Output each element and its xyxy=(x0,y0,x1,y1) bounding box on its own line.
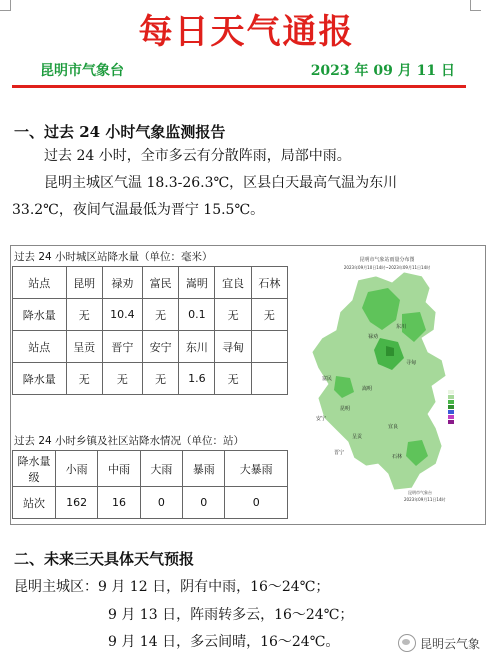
table-cell: 0 xyxy=(225,487,288,519)
legend-swatch xyxy=(448,405,454,409)
map-label: 安宁 xyxy=(316,416,327,422)
section2-heading: 二、未来三天具体天气预报 xyxy=(14,550,195,568)
legend-swatch xyxy=(448,410,454,414)
table-cell: 昆明 xyxy=(66,267,102,299)
table-cell: 宜良 xyxy=(215,267,251,299)
watermark-text: 昆明云气象 xyxy=(420,636,481,651)
section1-heading: 一、过去 24 小时气象监测报告 xyxy=(14,123,226,141)
table-cell: 站次 xyxy=(13,487,56,519)
table-cell: 10.4 xyxy=(102,299,142,331)
table-cell: 降水量 xyxy=(13,363,67,395)
wechat-icon xyxy=(398,634,416,652)
map-label: 晋宁 xyxy=(334,450,345,456)
table-cell: 大暴雨 xyxy=(225,451,288,487)
header-divider xyxy=(12,85,466,88)
map-label: 寻甸 xyxy=(406,360,417,366)
city-station-precip-table xyxy=(12,266,288,395)
forecast-line: 9 月 14 日，多云间晴，16～24℃。 xyxy=(108,634,340,650)
section1-paragraph-2-cont: 33.2℃，夜间气温最低为晋宁 15.5℃。 xyxy=(12,202,265,218)
table-cell: 无 xyxy=(215,299,251,331)
legend-swatch xyxy=(448,390,454,394)
map-label: 昆明 xyxy=(340,406,351,412)
table-cell: 安宁 xyxy=(142,331,178,363)
table-cell: 1.6 xyxy=(179,363,215,395)
table-cell: 0 xyxy=(183,487,225,519)
map-label: 石林 xyxy=(392,454,403,460)
map-subtitle: 2023年09月10日14时~2023年09月11日14时 xyxy=(343,265,431,270)
map-footer-time: 2023年09月11日14时 xyxy=(404,497,446,502)
page-title: 每日天气通报 xyxy=(138,12,355,52)
table-cell: 中雨 xyxy=(98,451,140,487)
issuer-name: 昆明市气象台 xyxy=(40,63,124,79)
table-cell: 站点 xyxy=(13,267,67,299)
map-label: 禄劝 xyxy=(368,334,379,340)
map-legend xyxy=(448,390,454,424)
legend-swatch xyxy=(448,400,454,404)
table-cell: 无 xyxy=(66,363,102,395)
map-label: 东川 xyxy=(396,324,407,330)
forecast-line: 9 月 13 日，阵雨转多云，16～24℃； xyxy=(108,607,354,623)
table-cell: 162 xyxy=(56,487,98,519)
table-cell: 0.1 xyxy=(179,299,215,331)
forecast-line: 昆明主城区：9 月 12 日，阴有中雨，16～24℃； xyxy=(14,579,330,595)
table-cell: 大雨 xyxy=(140,451,182,487)
table-cell: 晋宁 xyxy=(102,331,142,363)
legend-swatch xyxy=(448,395,454,399)
section1-paragraph-1: 过去 24 小时，全市多云有分散阵雨，局部中雨。 xyxy=(44,148,351,164)
map-label: 嵩明 xyxy=(362,386,373,392)
table-cell: 无 xyxy=(215,363,251,395)
table1-caption: 过去 24 小时城区站降水量（单位：毫米） xyxy=(14,251,213,263)
table-cell: 16 xyxy=(98,487,140,519)
table-cell: 呈贡 xyxy=(66,331,102,363)
table2-caption: 过去 24 小时乡镇及社区站降水情况（单位：站） xyxy=(14,435,245,447)
map-label: 富民 xyxy=(322,376,333,382)
table-cell: 无 xyxy=(66,299,102,331)
map-title: 昆明市气象站雨量分布图 xyxy=(359,257,415,263)
table-cell: 东川 xyxy=(179,331,215,363)
table-cell: 小雨 xyxy=(56,451,98,487)
table-cell: 降水量 xyxy=(13,299,67,331)
table-cell: 无 xyxy=(102,363,142,395)
table-cell: 禄劝 xyxy=(102,267,142,299)
table-cell: 无 xyxy=(142,363,178,395)
table-cell: 嵩明 xyxy=(179,267,215,299)
table-cell: 寻甸 xyxy=(215,331,251,363)
table-cell: 富民 xyxy=(142,267,178,299)
map-label: 呈贡 xyxy=(352,434,363,440)
table-cell: 无 xyxy=(142,299,178,331)
township-precip-table xyxy=(12,450,288,519)
table-cell: 站点 xyxy=(13,331,67,363)
map-label: 宜良 xyxy=(388,424,399,430)
table-cell: 石林 xyxy=(251,267,287,299)
issue-date: 2023 年 09 月 11 日 xyxy=(310,63,455,79)
table-cell xyxy=(251,363,287,395)
table-cell xyxy=(251,331,287,363)
watermark xyxy=(398,634,480,652)
precip-map xyxy=(296,252,478,514)
section1-paragraph-2: 昆明主城区气温 18.3-26.3℃，区县白天最高气温为东川 xyxy=(44,175,398,191)
map-footer-org: 昆明市气象台 xyxy=(408,490,432,495)
table-cell: 降水量级 xyxy=(13,451,56,487)
legend-swatch xyxy=(448,420,454,424)
table-cell: 无 xyxy=(251,299,287,331)
table-cell: 0 xyxy=(140,487,182,519)
legend-swatch xyxy=(448,415,454,419)
table-cell: 暴雨 xyxy=(183,451,225,487)
